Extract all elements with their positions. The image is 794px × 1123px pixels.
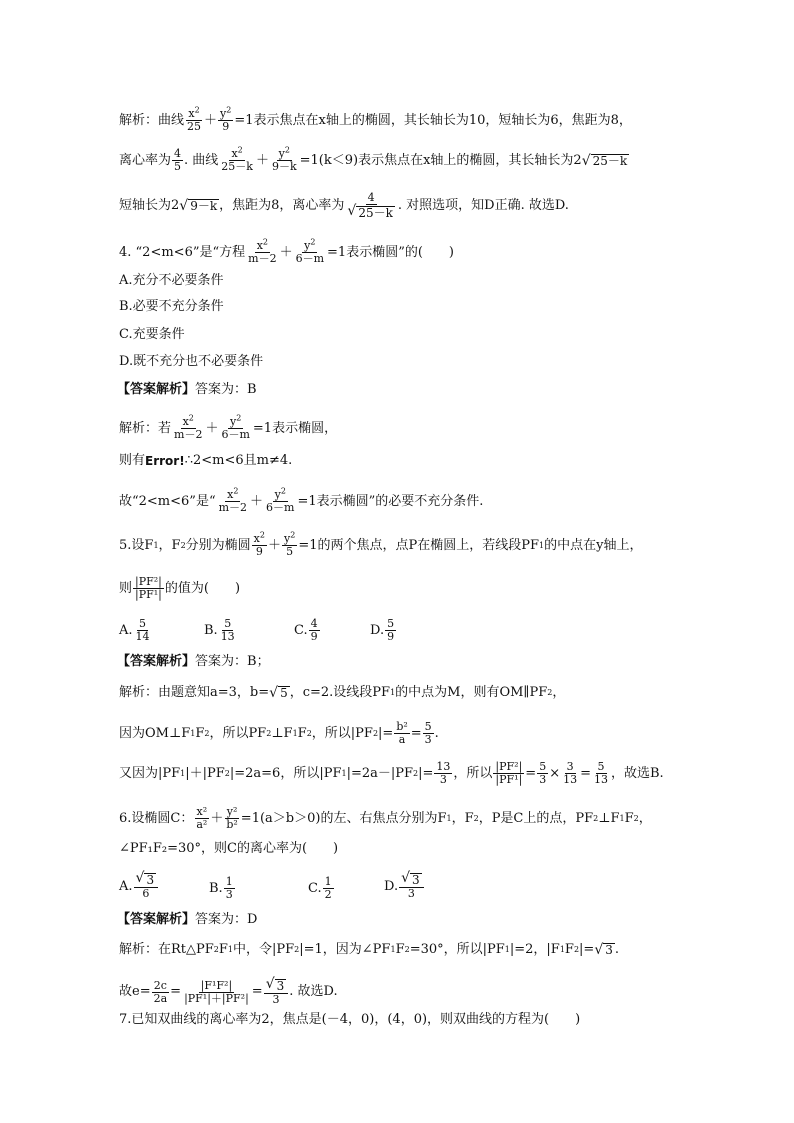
fraction: $\frac{y^2}{9}$ <box>220 105 232 133</box>
q4-option-d: D.既不充分也不必要条件 <box>119 354 264 369</box>
q5-solution-1: 解析：由题意知a=3，b= √ 5 ，c=2.设线段PF 1 的中点为M，则有OM∥PF 2 ， <box>119 685 566 701</box>
q5-option-a: A. $\frac{5}{14}$ <box>119 617 150 643</box>
q6-solution-2: 故e= $\frac{2c}{2a}$ = $\frac{\text{|F¹F²|}}{\text{|PF¹|＋|PF²|}}$ = √ 3 3 . 故选D. <box>119 976 338 1006</box>
q5-option-c: C. $\frac{4}{9}$ <box>294 617 318 643</box>
q6-option-a: A. √ 3 6 <box>119 872 159 900</box>
analysis-line-1: 解析：曲线 $\frac{x^2}{25}$ ＋ $\frac{y^2}{9}$ =1表示焦点在x轴上的椭圆，其长轴长为10，短轴长为6，焦距为8， <box>119 105 632 133</box>
question-4: 4. “2<m<6”是“方程 $\frac{x^2}{m-2}$ ＋ $\frac{y^2}{6-m}$ =1表示椭圆”的( ) <box>119 237 454 265</box>
q5-solution-2: 因为OM⊥F 1 F 2 ，所以PF 2 ⊥F 1 F 2 ，所以|PF 2 |= $\frac{\text{b²}}{a}$ = $\frac{5}{3}$ . <box>119 720 439 746</box>
question-5: 5.设F 1 ，F 2 分别为椭圆 $\frac{x^2}{9}$ ＋ $\frac{y^2}{5}$ =1的两个焦点，点P在椭圆上，若线段PF 1 的中点在y轴上， <box>119 530 643 558</box>
q6-option-b: B. $\frac{1}{3}$ <box>209 875 233 901</box>
fraction: $\frac{x^2}{25-k}$ <box>221 145 253 173</box>
analysis-line-2: 离心率为 $\frac{4}{5}$ . 曲线 $\frac{x^2}{25-k}$ ＋ $\frac{y^2}{9-k}$ =1(k＜9)表示焦点在x轴上的椭圆，其长轴长为2 √ 25－k <box>119 145 628 173</box>
fraction: $\frac{x^2}{m-2}$ <box>248 237 277 265</box>
fraction: $\frac{y^2}{5}$ <box>284 530 296 558</box>
q6-solution-1: 解析：在Rt△PF 2 F 1 中，令|PF 2 |=1，因为∠PF 1 F 2 =30°，所以|PF 1 |=2，|F 1 F 2 |= √ 3 . <box>119 942 620 958</box>
q6-answer: 【答案解析】 答案为：D <box>117 912 258 927</box>
q4-solution-1: 解析：若 $\frac{x^2}{m-2}$ ＋ $\frac{y^2}{6-m}$ =1表示椭圆， <box>119 413 338 441</box>
question-7: 7.已知双曲线的离心率为2，焦点是(－4，0)，(4，0)，则双曲线的方程为( ) <box>119 1012 581 1027</box>
q4-solution-3: 故“2<m<6”是“ $\frac{x^2}{m-2}$ ＋ $\frac{y^2}{6-m}$ =1表示椭圆”的必要不充分条件. <box>119 486 484 514</box>
text: 解析：曲线 <box>119 112 185 128</box>
fraction: $\frac{x^2}{25}$ <box>187 105 202 133</box>
fraction: $\frac{x^2}{m-2}$ <box>218 486 248 514</box>
fraction: $\frac{4}{5}$ <box>174 147 182 173</box>
q5-answer: 【答案解析】 答案为：B； <box>117 654 270 669</box>
q4-answer: 【答案解析】 答案为：B <box>117 382 257 397</box>
q5-option-d: D. $\frac{5}{9}$ <box>370 617 395 643</box>
q4-option-a: A.充分不必要条件 <box>119 273 224 288</box>
fraction: $\frac{y^2}{6-m}$ <box>221 413 250 441</box>
q6-option-c: C. $\frac{1}{2}$ <box>308 875 332 901</box>
sqrt: √ 9－k <box>179 198 218 214</box>
question-6-b: ∠PF₁F₂=30°，则C的离心率为( ) <box>119 841 339 856</box>
fraction: $\frac{y^2}{6-m}$ <box>295 237 325 265</box>
q4-solution-2: 则有 Error! ∴2<m<6且m≠4. <box>119 453 293 468</box>
q4-option-c: C.充要条件 <box>119 327 185 342</box>
text: =1表示焦点在x轴上的椭圆，其长轴长为10，短轴长为6，焦距为8， <box>234 112 632 128</box>
q5-option-b: B. $\frac{5}{13}$ <box>204 617 235 643</box>
fraction: 4 √ 25－k <box>347 191 393 220</box>
fraction: $\frac{x^2}{9}$ <box>253 530 265 558</box>
fraction: $\frac{x^2}{m-2}$ <box>174 413 203 441</box>
analysis-line-3: 短轴长为2 √ 9－k ，焦距为8，离心率为 4 √ 25－k . 对照选项，知D正确. 故选D. <box>119 191 569 220</box>
fraction: $\frac{\text{|PF²|}}{\text{|PF¹|}}$ <box>135 575 162 601</box>
question-5-b: 则 $\frac{\text{|PF²|}}{\text{|PF¹|}}$ 的值为( ) <box>119 575 241 601</box>
q4-option-b: B.必要不充分条件 <box>119 299 224 314</box>
q6-option-d: D. √ 3 3 <box>384 872 425 900</box>
fraction: $\frac{y^2}{9-k}$ <box>271 145 297 173</box>
sqrt: √ 25－k <box>581 152 628 169</box>
q5-solution-3: 又因为|PF 1 |＋|PF 2 |=2a=6，所以|PF 1 |=2a－|PF 2 |= $\frac{13}{3}$ ，所以 $\frac{\text{|PF²|}}{\text{|PF¹|}}$ = $\frac{5}{3}$ × $\frac{3}{13}$ = $\frac{5}{13}$ ，故选B. <box>119 760 664 786</box>
fraction: $\frac{y^2}{6-m}$ <box>266 486 295 514</box>
question-6: 6.设椭圆C： $\frac{\text{x²}}{\text{a²}}$ ＋ $\frac{\text{y²}}{\text{b²}}$ =1(a＞b＞0)的左、右焦点分别为F 1 ，F 2 ，P是C上的点，PF 2 ⊥F 1 F 2 ， <box>119 805 652 831</box>
